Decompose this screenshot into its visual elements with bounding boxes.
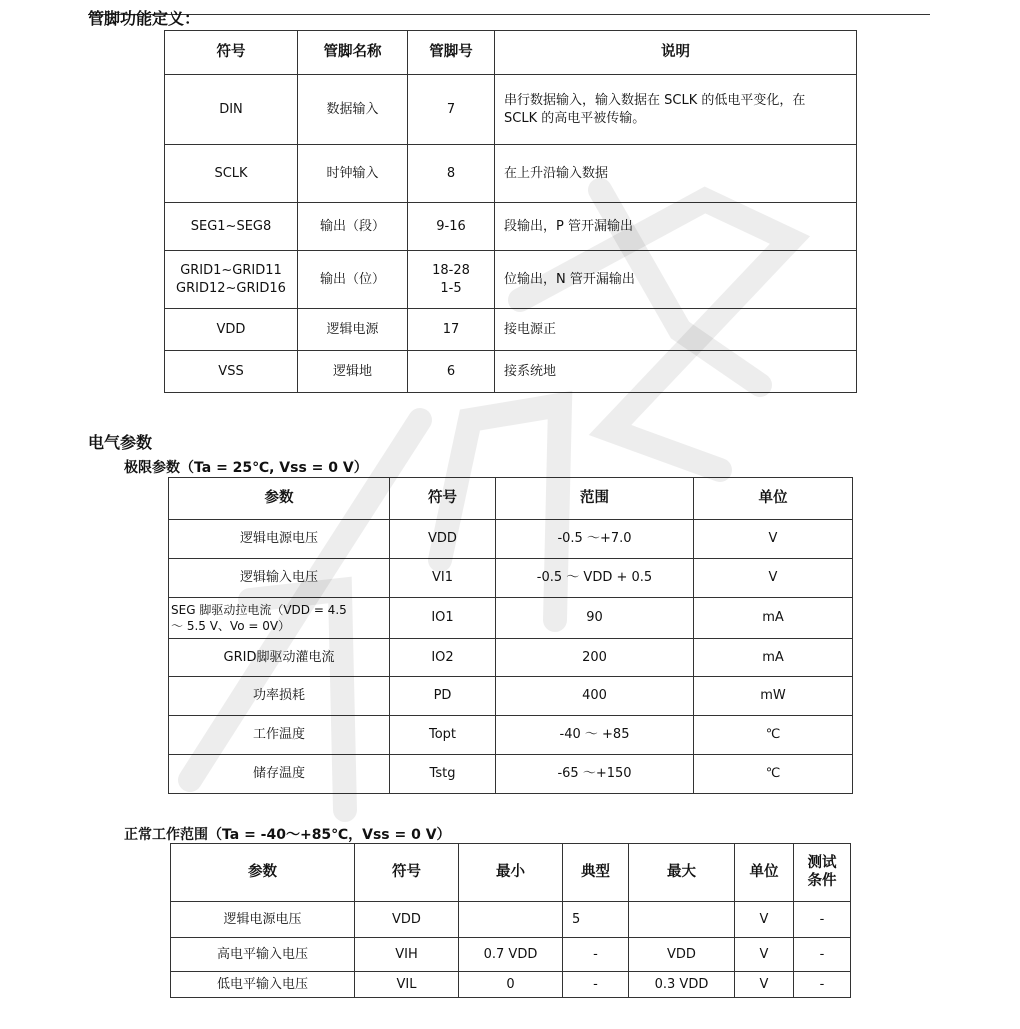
cell-pin-name: 时钟输入: [298, 145, 408, 203]
operating-table: [170, 843, 851, 998]
header-unit: 单位: [735, 844, 794, 902]
cell-param: GRID脚驱动灌电流: [169, 639, 390, 677]
cell-typ: -: [563, 972, 629, 998]
cell-symbol: VIL: [355, 972, 459, 998]
table-row: [165, 251, 857, 309]
cell-condition: -: [794, 972, 851, 998]
cell-param: 功率损耗: [169, 677, 390, 716]
cell-unit: V: [735, 902, 794, 938]
cell-description: 接系统地: [495, 351, 857, 393]
cell-param: 低电平输入电压: [171, 972, 355, 998]
table-row: [169, 716, 853, 755]
cell-pin-number: 17: [408, 309, 495, 351]
cell-unit: mA: [694, 639, 853, 677]
cell-min: 0.7 VDD: [459, 938, 563, 972]
cell-description: 段输出，P 管开漏输出: [495, 203, 857, 251]
cell-param: 工作温度: [169, 716, 390, 755]
header-unit: 单位: [694, 478, 853, 520]
electrical-title: 电气参数: [88, 433, 153, 452]
cell-range: 200: [496, 639, 694, 677]
header-symbol: 符号: [355, 844, 459, 902]
cell-symbol: VSS: [165, 351, 298, 393]
header-min: 最小: [459, 844, 563, 902]
cell-symbol: VDD: [390, 520, 496, 559]
limits-table: [168, 477, 853, 794]
table-row: [169, 677, 853, 716]
table-row: [169, 520, 853, 559]
cell-unit: ℃: [694, 716, 853, 755]
pin-definition-table: [164, 30, 857, 393]
table-header-row: [171, 844, 851, 902]
cell-range: -0.5 ～ VDD + 0.5: [496, 559, 694, 598]
table-row: [169, 559, 853, 598]
cell-description: 位输出，N 管开漏输出: [495, 251, 857, 309]
cell-symbol: VDD: [165, 309, 298, 351]
cell-symbol: Tstg: [390, 755, 496, 794]
cell-unit: V: [735, 938, 794, 972]
cell-param: 储存温度: [169, 755, 390, 794]
cell-param: [169, 598, 390, 639]
cell-min: [459, 902, 563, 938]
cell-symbol: SCLK: [165, 145, 298, 203]
header-symbol: 符号: [390, 478, 496, 520]
table-row: [171, 972, 851, 998]
cell-description: 在上升沿输入数据: [495, 145, 857, 203]
header-pin-name: 管脚名称: [298, 31, 408, 75]
cell-typ: -: [563, 938, 629, 972]
table-row: [171, 902, 851, 938]
header-max: 最大: [629, 844, 735, 902]
table-header-row: [169, 478, 853, 520]
cell-unit: ℃: [694, 755, 853, 794]
cell-pin-number: 6: [408, 351, 495, 393]
cell-symbol: IO1: [390, 598, 496, 639]
cell-pin-name: 输出（位）: [298, 251, 408, 309]
cell-condition: -: [794, 902, 851, 938]
cell-symbol: VDD: [355, 902, 459, 938]
cell-min: 0: [459, 972, 563, 998]
pin-line-1: 18-28: [432, 262, 470, 278]
cell-symbol: IO2: [390, 639, 496, 677]
cell-description: [495, 75, 857, 145]
cell-max: [629, 902, 735, 938]
cell-symbol: VIH: [355, 938, 459, 972]
cell-max: VDD: [629, 938, 735, 972]
cell-condition: -: [794, 938, 851, 972]
symbol-line-1: GRID1~GRID11: [180, 262, 282, 278]
header-param: 参数: [169, 478, 390, 520]
cell-pin-name: 逻辑地: [298, 351, 408, 393]
cell-param: 逻辑输入电压: [169, 559, 390, 598]
cell-max: 0.3 VDD: [629, 972, 735, 998]
cell-param: 高电平输入电压: [171, 938, 355, 972]
symbol-line-2: GRID12~GRID16: [176, 280, 286, 296]
cell-pin-number: 8: [408, 145, 495, 203]
cell-unit: V: [694, 559, 853, 598]
header-rule: [88, 14, 930, 15]
cell-param: 逻辑电源电压: [169, 520, 390, 559]
table-row: [165, 203, 857, 251]
cell-pin-number: 7: [408, 75, 495, 145]
pin-definition-title: 管脚功能定义：: [88, 9, 201, 28]
table-header-row: [165, 31, 857, 75]
cell-symbol: Topt: [390, 716, 496, 755]
cell-range: -40 ～ +85: [496, 716, 694, 755]
cell-typ: 5: [563, 902, 629, 938]
table-row: [165, 145, 857, 203]
cell-pin-name: 数据输入: [298, 75, 408, 145]
cell-symbol: SEG1~SEG8: [165, 203, 298, 251]
header-pin-number: 管脚号: [408, 31, 495, 75]
cell-unit: V: [694, 520, 853, 559]
cell-unit: mW: [694, 677, 853, 716]
pin-line-2: 1-5: [440, 280, 462, 296]
cell-range: -65 ～+150: [496, 755, 694, 794]
cell-description: 接电源正: [495, 309, 857, 351]
cell-range: -0.5 ～+7.0: [496, 520, 694, 559]
description-line-2: SCLK 的高电平被传输。: [504, 110, 646, 126]
limits-title: 极限参数（Ta = 25℃, Vss = 0 V）: [124, 460, 368, 476]
cell-range: 400: [496, 677, 694, 716]
header-symbol: 符号: [165, 31, 298, 75]
param-line-2: ～ 5.5 V、Vo = 0V）: [171, 619, 291, 633]
cell-pin-number: [408, 251, 495, 309]
header-typ: 典型: [563, 844, 629, 902]
cell-pin-name: 输出（段）: [298, 203, 408, 251]
table-row: [171, 938, 851, 972]
operating-title: 正常工作范围（Ta = -40～+85℃，Vss = 0 V）: [124, 827, 451, 843]
header-description: 说明: [495, 31, 857, 75]
cell-symbol: DIN: [165, 75, 298, 145]
param-line-1: SEG 脚驱动拉电流（VDD = 4.5: [171, 602, 347, 617]
cell-pin-number: 9-16: [408, 203, 495, 251]
table-row: [165, 309, 857, 351]
table-row: [165, 351, 857, 393]
cell-symbol: VI1: [390, 559, 496, 598]
cell-unit: mA: [694, 598, 853, 639]
cell-symbol: [165, 251, 298, 309]
cell-pin-name: 逻辑电源: [298, 309, 408, 351]
header-range: 范围: [496, 478, 694, 520]
cell-unit: V: [735, 972, 794, 998]
description-line-1: 串行数据输入，输入数据在 SCLK 的低电平变化，在: [504, 92, 806, 108]
cell-param: 逻辑电源电压: [171, 902, 355, 938]
header-param: 参数: [171, 844, 355, 902]
cell-symbol: PD: [390, 677, 496, 716]
table-row: [169, 598, 853, 639]
header-test-condition: [794, 844, 851, 902]
header-test-line-2: 条件: [807, 872, 837, 889]
cell-range: 90: [496, 598, 694, 639]
table-row: [169, 639, 853, 677]
table-row: [165, 75, 857, 145]
header-test-line-1: 测试: [807, 855, 837, 872]
table-row: [169, 755, 853, 794]
